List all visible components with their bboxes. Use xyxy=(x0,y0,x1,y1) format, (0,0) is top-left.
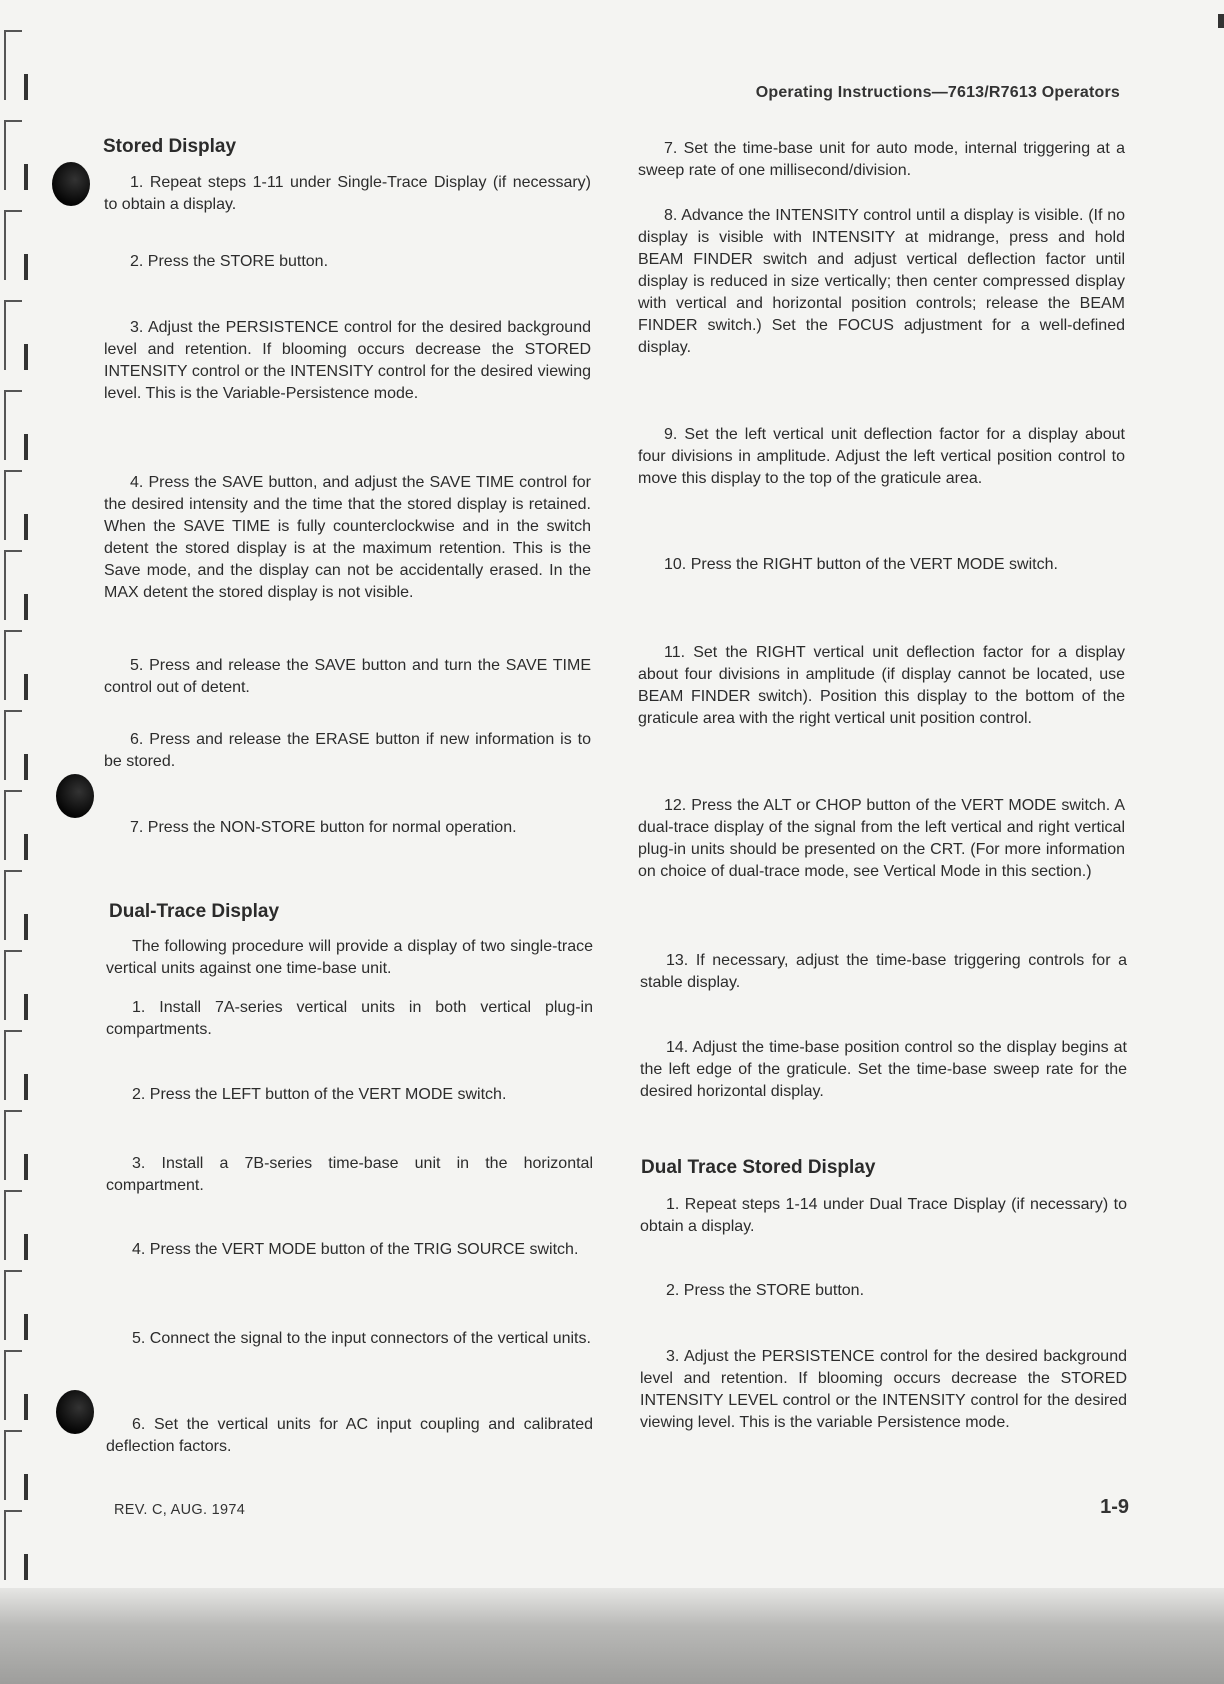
dual-step-3: 3. Install a 7B-series time-base unit in the horizontal compartment. xyxy=(106,1155,593,1194)
dual-step-13: 13. If necessary, adjust the time-base triggering controls for a stable display. xyxy=(640,952,1127,991)
dual-stored-step-2: 2. Press the STORE button. xyxy=(666,1282,865,1299)
binding-tab xyxy=(4,1110,22,1180)
dual-step-8: 8. Advance the INTENSITY control until a display is visible. (If no display is visible with INTENSITY at midrange, press and hold BEAM FINDER switch and adjust vertical deflection factor until display is reduced in size vertically; then center compressed display with vertical and horizontal position controls; release the BEAM FINDER switch.) Set the FOCUS adjustment for a well-defined display. xyxy=(638,207,1125,356)
revision-date: REV. C, AUG. 1974 xyxy=(114,1502,246,1518)
corner-mark xyxy=(1218,14,1224,28)
stored-step-6: 6. Press and release the ERASE button if new information is to be stored. xyxy=(104,731,591,770)
binding-tab xyxy=(4,1510,22,1580)
dual-step-14: 14. Adjust the time-base position control so the display begins at the left edge of the graticule. Set the time-base sweep rate for the desired horizontal display. xyxy=(640,1039,1127,1100)
dual-step-4: 4. Press the VERT MODE button of the TRIG SOURCE switch. xyxy=(132,1241,579,1258)
binding-tab xyxy=(4,1190,22,1260)
dual-step-7: 7. Set the time-base unit for auto mode, internal triggering at a sweep rate of one millisecond/division. xyxy=(638,140,1125,179)
binding-tab xyxy=(4,210,22,280)
punch-hole xyxy=(56,774,94,818)
dual-step-6: 6. Set the vertical units for AC input coupling and calibrated deflection factors. xyxy=(106,1416,593,1455)
page-bottom-shadow xyxy=(0,1588,1224,1684)
binding-tab xyxy=(4,710,22,780)
binding-tab xyxy=(4,470,22,540)
binding-tab xyxy=(4,1270,22,1340)
dual-step-2: 2. Press the LEFT button of the VERT MODE switch. xyxy=(132,1086,507,1103)
punch-hole xyxy=(52,162,90,206)
heading-dual-trace-stored-display: Dual Trace Stored Display xyxy=(641,1157,876,1178)
binding-tab xyxy=(4,550,22,620)
binding-tab xyxy=(4,1030,22,1100)
dual-trace-intro: The following procedure will provide a display of two single-trace vertical units against one time-base unit. xyxy=(106,938,593,977)
stored-step-7: 7. Press the NON-STORE button for normal operation. xyxy=(130,819,517,836)
stored-step-2: 2. Press the STORE button. xyxy=(130,253,329,270)
binding-tab xyxy=(4,630,22,700)
stored-step-4: 4. Press the SAVE button, and adjust the SAVE TIME control for the desired intensity and the time that the stored display is retained. When the SAVE TIME is fully counterclockwise and in the switch detent the stored display is at the maximum retention. This is the Save mode, and the display can not be accidentally erased. In the MAX detent the stored display is not visible. xyxy=(104,474,591,601)
dual-stored-step-3: 3. Adjust the PERSISTENCE control for the desired background level and retention. If blooming occurs decrease the STORED INTENSITY LEVEL control or the INTENSITY control for the desired viewing level. This is the variable Persistence mode. xyxy=(640,1348,1127,1431)
dual-step-11: 11. Set the RIGHT vertical unit deflection factor for a display about four divisions in amplitude (if display cannot be located, use BEAM FINDER switch). Position this display to the bottom of the graticule area with the right vertical unit position control. xyxy=(638,644,1125,727)
heading-stored-display: Stored Display xyxy=(103,136,237,157)
dual-step-5: 5. Connect the signal to the input connectors of the vertical units. xyxy=(132,1330,591,1347)
binding-tab xyxy=(4,1350,22,1420)
dual-stored-step-1: 1. Repeat steps 1-14 under Dual Trace Display (if necessary) to obtain a display. xyxy=(640,1196,1127,1235)
binding-tab xyxy=(4,950,22,1020)
dual-step-1: 1. Install 7A-series vertical units in both vertical plug-in compartments. xyxy=(106,999,593,1038)
binding-tab xyxy=(4,1430,22,1500)
binding-tab xyxy=(4,790,22,860)
dual-step-10: 10. Press the RIGHT button of the VERT MODE switch. xyxy=(664,556,1058,573)
dual-step-9: 9. Set the left vertical unit deflection factor for a display about four divisions in amplitude. Adjust the left vertical position control to move this display to the top of the graticule area. xyxy=(638,426,1125,487)
punch-hole xyxy=(56,1390,94,1434)
binding-tab xyxy=(4,870,22,940)
binding-tab xyxy=(4,390,22,460)
binding-tab xyxy=(4,300,22,370)
stored-step-3: 3. Adjust the PERSISTENCE control for the desired background level and retention. If blooming occurs decrease the STORED INTENSITY control or the INTENSITY control for the desired viewing level. This is the Variable-Persistence mode. xyxy=(104,319,591,402)
binding-edge xyxy=(0,0,34,1600)
running-header: Operating Instructions—7613/R7613 Operators xyxy=(755,84,1120,101)
binding-tab xyxy=(4,30,22,100)
stored-step-5: 5. Press and release the SAVE button and turn the SAVE TIME control out of detent. xyxy=(104,657,591,696)
dual-step-12: 12. Press the ALT or CHOP button of the VERT MODE switch. A dual-trace display of the signal from the left vertical and right vertical plug-in units should be presented on the CRT. (For more information on choice of dual-trace mode, see Vertical Mode in this section.) xyxy=(638,797,1125,880)
binding-tab xyxy=(4,120,22,190)
stored-step-1: 1. Repeat steps 1-11 under Single-Trace Display (if necessary) to obtain a display. xyxy=(104,174,591,213)
heading-dual-trace-display: Dual-Trace Display xyxy=(109,901,280,922)
page-number: 1-9 xyxy=(1100,1496,1129,1518)
